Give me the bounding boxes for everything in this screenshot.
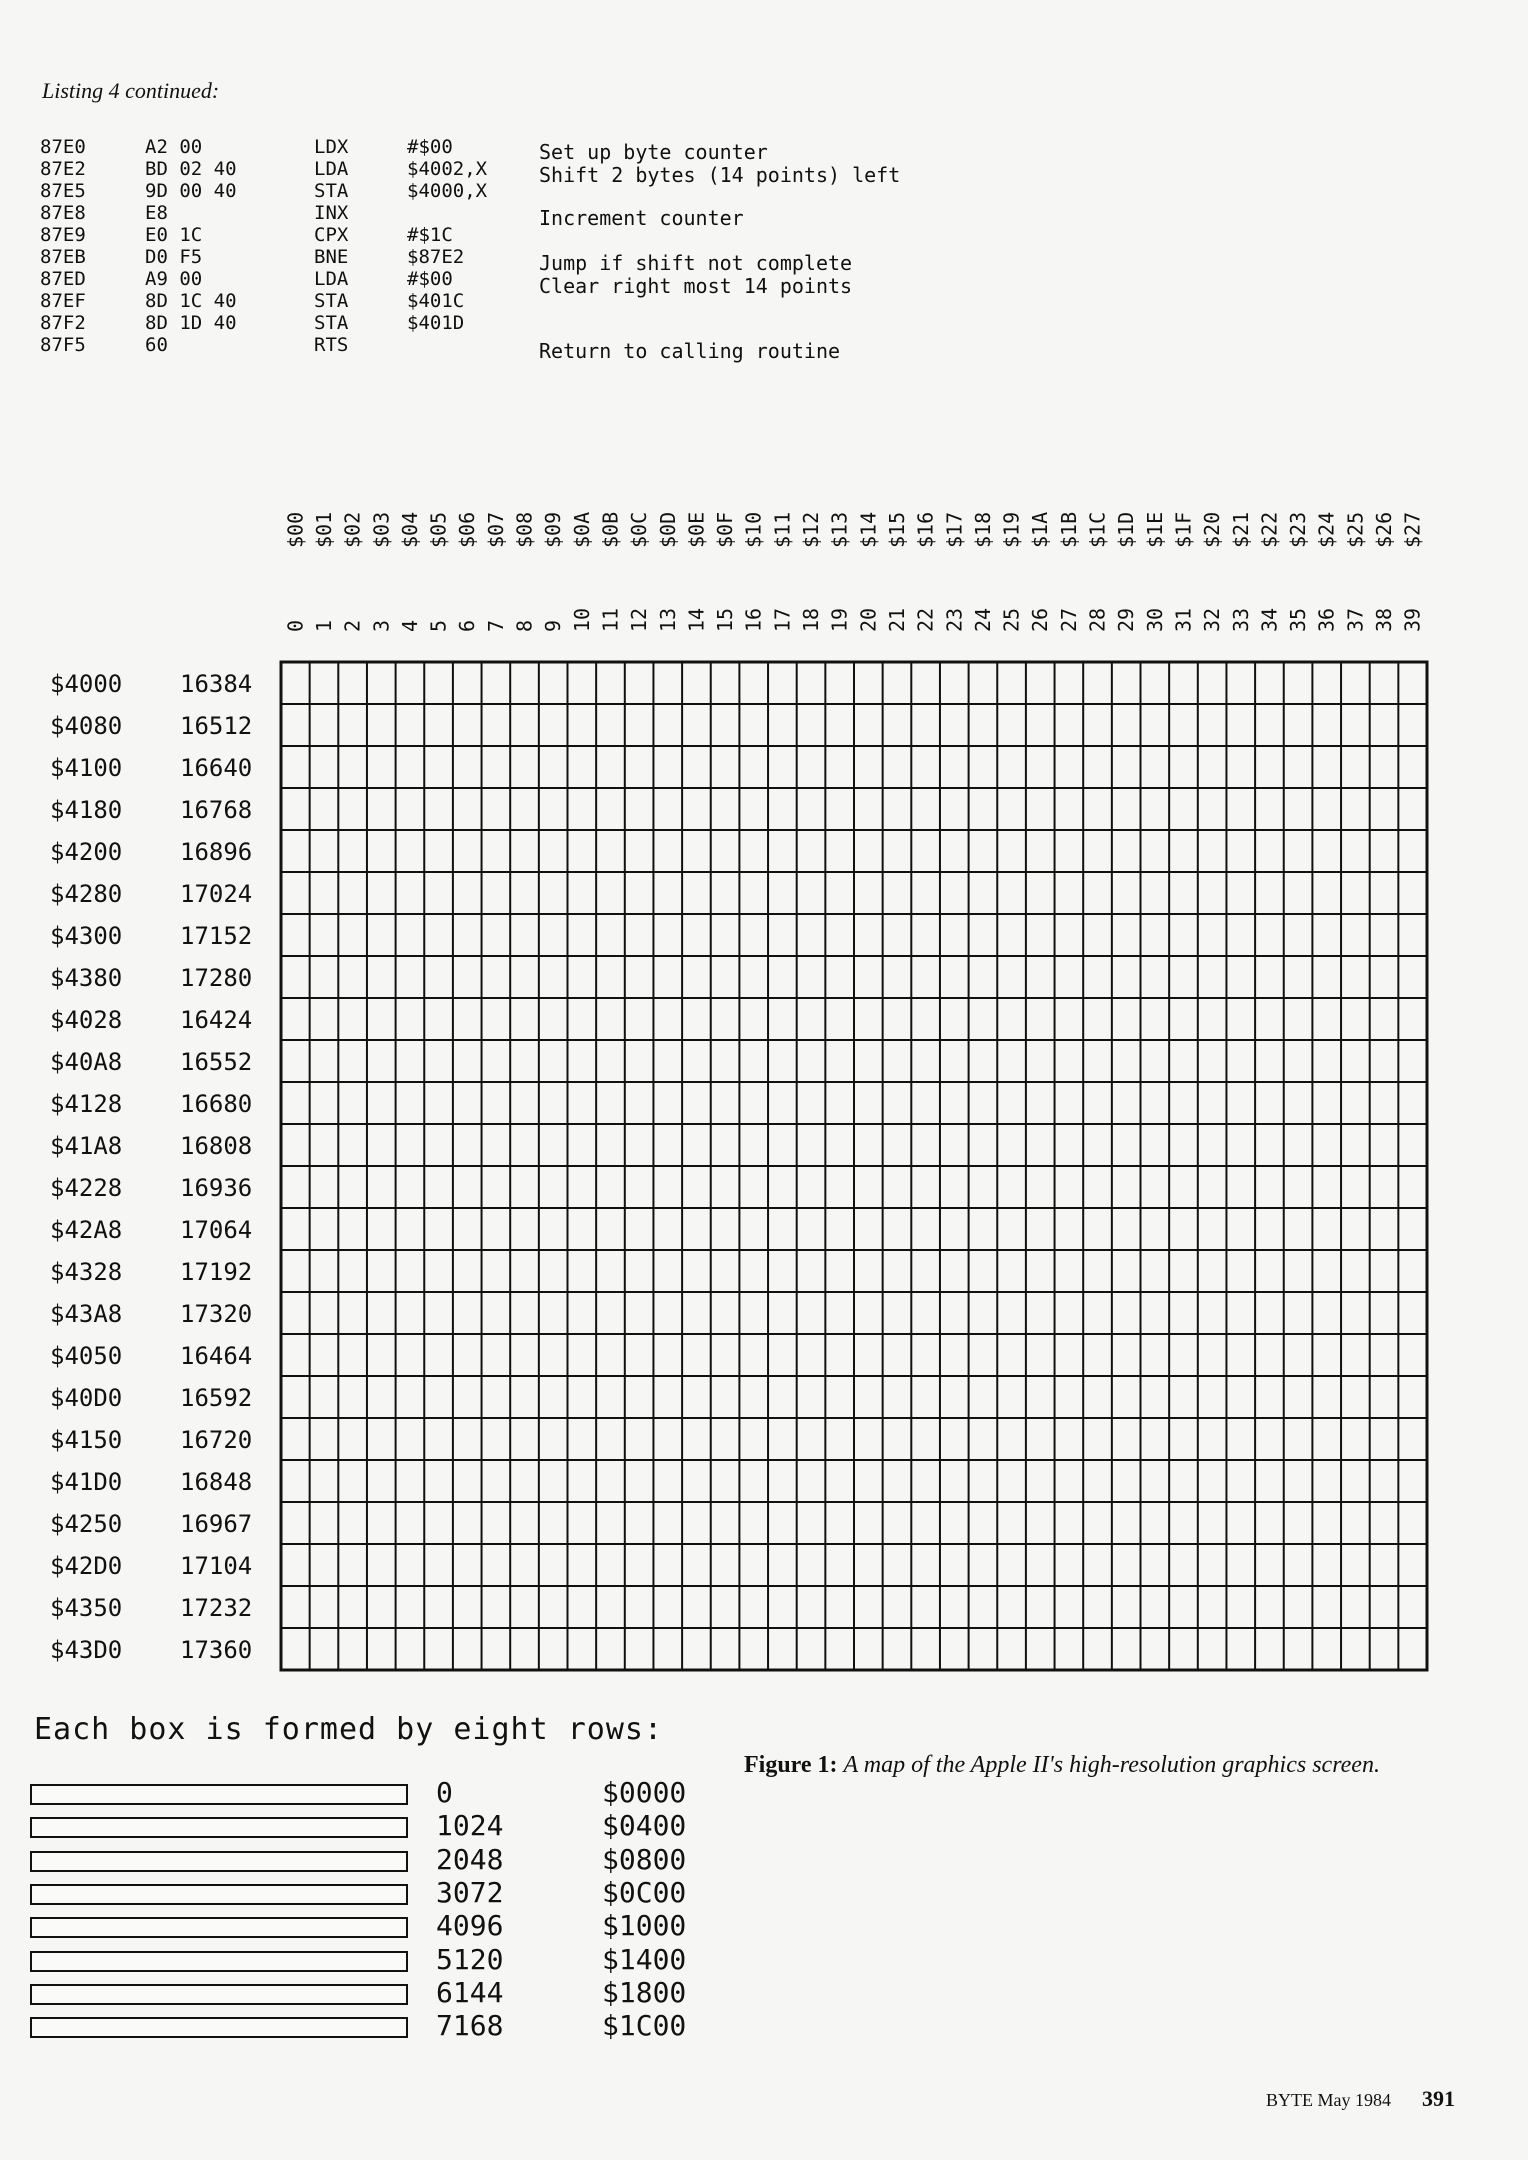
column-dec-label: 22 [913, 607, 938, 632]
column-hex-label: $16 [913, 511, 938, 548]
column-hex-label: $22 [1257, 511, 1282, 548]
row-hex-address: $4180 [50, 796, 123, 824]
row-dec-address: 16720 [180, 1426, 253, 1454]
column-hex-label: $1A [1028, 511, 1053, 548]
code-address: 87F5 [40, 334, 86, 356]
column-dec-label: 26 [1028, 607, 1053, 632]
column-hex-label: $17 [942, 511, 967, 548]
row-hex-address: $40D0 [50, 1384, 123, 1412]
row-hex-address: $4380 [50, 964, 123, 992]
box-row-bar [30, 1851, 408, 1872]
box-row-bar [30, 1984, 408, 2005]
box-row-dec: 1024 [436, 1809, 504, 1843]
row-hex-address: $4300 [50, 922, 123, 950]
box-row-hex: $1800 [602, 1975, 687, 2009]
row-dec-address: 17360 [180, 1636, 253, 1664]
box-row-bar [30, 1784, 408, 1805]
code-bytes: BD 02 40 [145, 158, 237, 180]
code-operand: #$00 [407, 136, 453, 158]
box-row-hex: $1C00 [602, 2009, 687, 2043]
code-bytes: A9 00 [145, 268, 203, 290]
column-hex-label: $1E [1142, 511, 1167, 548]
code-opcode: STA [314, 290, 349, 312]
box-row-bar [30, 1951, 408, 1972]
row-dec-address: 16424 [180, 1006, 253, 1034]
column-dec-label: 13 [655, 607, 680, 632]
row-dec-address: 17104 [180, 1552, 253, 1580]
row-dec-address: 16848 [180, 1468, 253, 1496]
code-bytes: E8 [145, 202, 168, 224]
column-dec-label: 37 [1343, 607, 1368, 632]
row-dec-address: 16640 [180, 754, 253, 782]
row-dec-address: 17192 [180, 1258, 253, 1286]
code-bytes: D0 F5 [145, 246, 203, 268]
box-row-dec: 0 [436, 1776, 453, 1809]
column-dec-label: 21 [884, 607, 909, 632]
column-hex-label: $1F [1171, 511, 1196, 548]
box-row-hex: $1000 [602, 1909, 687, 1943]
code-opcode: LDX [314, 136, 349, 158]
code-opcode: BNE [314, 246, 349, 268]
code-opcode: CPX [314, 224, 349, 246]
column-dec-label: 10 [569, 607, 594, 632]
column-hex-label: $23 [1286, 511, 1311, 548]
code-address: 87EF [40, 290, 86, 312]
column-dec-label: 23 [942, 607, 967, 632]
column-dec-label: 16 [741, 607, 766, 632]
row-dec-address: 16384 [180, 670, 253, 698]
column-dec-label: 25 [999, 607, 1024, 632]
column-hex-label: $07 [483, 511, 508, 548]
column-hex-label: $08 [512, 511, 537, 548]
column-hex-label: $05 [426, 511, 451, 548]
column-hex-label: $21 [1228, 511, 1253, 548]
column-hex-label: $01 [311, 511, 336, 548]
column-dec-label: 14 [684, 607, 709, 632]
column-dec-label: 4 [397, 619, 422, 632]
column-dec-label: 27 [1056, 607, 1081, 632]
row-dec-address: 17024 [180, 880, 253, 908]
row-hex-address: $4150 [50, 1426, 123, 1454]
box-row-hex: $0000 [602, 1776, 687, 1809]
column-dec-label: 24 [970, 607, 995, 632]
code-opcode: LDA [314, 158, 349, 180]
row-hex-address: $4128 [50, 1090, 123, 1118]
code-address: 87E9 [40, 224, 86, 246]
column-dec-label: 11 [598, 607, 623, 632]
column-hex-label: $18 [970, 511, 995, 548]
column-dec-label: 31 [1171, 607, 1196, 632]
row-hex-address: $4228 [50, 1174, 123, 1202]
box-row-dec: 6144 [436, 1975, 504, 2009]
column-dec-label: 3 [369, 619, 394, 632]
column-hex-label: $0B [598, 511, 623, 548]
column-hex-label: $25 [1343, 511, 1368, 548]
row-hex-address: $41A8 [50, 1132, 123, 1160]
column-hex-label: $14 [856, 511, 881, 548]
column-dec-label: 17 [770, 607, 795, 632]
column-dec-label: 1 [311, 619, 336, 632]
box-row-hex: $0400 [602, 1809, 687, 1843]
row-dec-address: 16552 [180, 1048, 253, 1076]
row-hex-address: $4028 [50, 1006, 123, 1034]
row-dec-address: 16464 [180, 1342, 253, 1370]
column-dec-label: 28 [1085, 607, 1110, 632]
code-comment: Jump if shift not complete [539, 251, 853, 275]
row-dec-address: 17232 [180, 1594, 253, 1622]
column-dec-label: 30 [1142, 607, 1167, 632]
code-bytes: E0 1C [145, 224, 203, 246]
row-hex-address: $4350 [50, 1594, 123, 1622]
column-hex-label: $11 [770, 511, 795, 548]
code-operand: $401D [407, 312, 465, 334]
box-row-dec: 7168 [436, 2009, 504, 2043]
column-dec-label: 8 [512, 619, 537, 632]
column-hex-label: $0A [569, 511, 594, 548]
code-bytes: 8D 1C 40 [145, 290, 237, 312]
code-address: 87EB [40, 246, 86, 268]
column-hex-label: $19 [999, 511, 1024, 548]
column-hex-label: $04 [397, 511, 422, 548]
column-hex-label: $0E [684, 511, 709, 548]
box-row-bar [30, 1917, 408, 1938]
column-hex-label: $1D [1114, 511, 1139, 548]
code-address: 87E0 [40, 136, 86, 158]
row-dec-address: 16512 [180, 712, 253, 740]
column-hex-label: $12 [799, 511, 824, 548]
column-dec-label: 18 [799, 607, 824, 632]
code-opcode: STA [314, 180, 349, 202]
column-hex-label: $1C [1085, 511, 1110, 548]
box-row-dec: 2048 [436, 1842, 504, 1876]
row-hex-address: $4250 [50, 1510, 123, 1538]
column-dec-label: 36 [1314, 607, 1339, 632]
row-hex-address: $43D0 [50, 1636, 123, 1664]
row-hex-address: $4100 [50, 754, 123, 782]
column-dec-label: 19 [827, 607, 852, 632]
page-number: 391 [1422, 2086, 1455, 2111]
code-opcode: LDA [314, 268, 349, 290]
footer-magazine: BYTE May 1984 [1266, 2090, 1391, 2110]
row-hex-address: $4080 [50, 712, 123, 740]
column-dec-label: 9 [541, 619, 566, 632]
code-opcode: STA [314, 312, 349, 334]
column-hex-label: $0D [655, 511, 680, 548]
row-dec-address: 16592 [180, 1384, 253, 1412]
column-dec-label: 0 [283, 619, 308, 632]
caption-text: A map of the Apple II's high-resolution graphics screen. [843, 1752, 1380, 1778]
column-dec-label: 20 [856, 607, 881, 632]
column-dec-label: 7 [483, 619, 508, 632]
row-dec-address: 16768 [180, 796, 253, 824]
column-hex-label: $24 [1314, 511, 1339, 548]
column-hex-label: $0C [627, 511, 652, 548]
code-bytes: 8D 1D 40 [145, 312, 237, 334]
column-hex-label: $09 [541, 511, 566, 548]
code-operand: #$1C [407, 224, 453, 246]
column-hex-label: $13 [827, 511, 852, 548]
code-address: 87E2 [40, 158, 86, 180]
box-row-bar [30, 1817, 408, 1838]
code-operand: #$00 [407, 268, 453, 290]
row-dec-address: 16936 [180, 1174, 253, 1202]
row-hex-address: $41D0 [50, 1468, 123, 1496]
screen-grid [281, 662, 1427, 1670]
code-address: 87F2 [40, 312, 86, 334]
box-row-dec: 5120 [436, 1942, 504, 1976]
code-comment: Clear right most 14 points [539, 274, 853, 298]
row-dec-address: 16808 [180, 1132, 253, 1160]
code-operand: $401C [407, 290, 465, 312]
box-row-hex: $0800 [602, 1842, 687, 1876]
column-hex-label: $0F [713, 511, 738, 548]
row-hex-address: $42D0 [50, 1552, 123, 1580]
code-comment: Set up byte counter [539, 140, 768, 164]
row-hex-address: $4050 [50, 1342, 123, 1370]
row-dec-address: 16967 [180, 1510, 253, 1538]
row-dec-address: 17152 [180, 922, 253, 950]
column-hex-label: $20 [1200, 511, 1225, 548]
column-hex-label: $1B [1056, 511, 1081, 548]
row-dec-address: 17320 [180, 1300, 253, 1328]
code-bytes: 9D 00 40 [145, 180, 237, 202]
code-opcode: RTS [314, 334, 349, 356]
column-hex-label: $27 [1400, 511, 1425, 548]
column-dec-label: 39 [1400, 607, 1425, 632]
code-opcode: INX [314, 202, 349, 224]
code-address: 87ED [40, 268, 86, 290]
column-dec-label: 33 [1228, 607, 1253, 632]
row-dec-address: 17280 [180, 964, 253, 992]
caption-label: Figure 1: [744, 1752, 838, 1778]
code-comment: Return to calling routine [539, 339, 841, 363]
box-row-bar [30, 1884, 408, 1905]
box-row-hex: $1400 [602, 1942, 687, 1976]
box-row-bar [30, 2017, 408, 2038]
code-address: 87E8 [40, 202, 86, 224]
box-row-hex: $0C00 [602, 1875, 687, 1909]
listing-title: Listing 4 continued: [42, 78, 220, 103]
code-comment: Shift 2 bytes (14 points) left [539, 163, 901, 187]
code-operand: $4000,X [407, 180, 488, 202]
row-hex-address: $4200 [50, 838, 123, 866]
box-heading: Each box is formed by eight rows: [34, 1712, 664, 1747]
column-dec-label: 35 [1286, 607, 1311, 632]
box-row-dec: 4096 [436, 1909, 504, 1943]
row-dec-address: 16680 [180, 1090, 253, 1118]
row-dec-address: 16896 [180, 838, 253, 866]
column-dec-label: 29 [1114, 607, 1139, 632]
code-address: 87E5 [40, 180, 86, 202]
column-dec-label: 38 [1372, 607, 1397, 632]
row-hex-address: $4000 [50, 670, 123, 698]
column-hex-label: $15 [884, 511, 909, 548]
column-dec-label: 32 [1200, 607, 1225, 632]
figure-caption [744, 1752, 1380, 1779]
row-hex-address: $40A8 [50, 1048, 123, 1076]
column-dec-label: 34 [1257, 607, 1282, 632]
row-hex-address: $43A8 [50, 1300, 123, 1328]
row-dec-address: 17064 [180, 1216, 253, 1244]
code-operand: $4002,X [407, 158, 488, 180]
column-dec-label: 15 [713, 607, 738, 632]
row-hex-address: $4280 [50, 880, 123, 908]
column-dec-label: 12 [627, 607, 652, 632]
box-row-dec: 3072 [436, 1875, 504, 1909]
column-hex-label: $26 [1372, 511, 1397, 548]
column-hex-label: $00 [283, 511, 308, 548]
column-hex-label: $10 [741, 511, 766, 548]
code-operand: $87E2 [407, 246, 465, 268]
code-bytes: A2 00 [145, 136, 203, 158]
column-dec-label: 2 [340, 619, 365, 632]
code-comment: Increment counter [539, 206, 744, 230]
row-hex-address: $4328 [50, 1258, 123, 1286]
column-dec-label: 5 [426, 619, 451, 632]
column-dec-label: 6 [455, 619, 480, 632]
column-hex-label: $02 [340, 511, 365, 548]
column-hex-label: $06 [455, 511, 480, 548]
code-bytes: 60 [145, 334, 168, 356]
column-hex-label: $03 [369, 511, 394, 548]
row-hex-address: $42A8 [50, 1216, 123, 1244]
